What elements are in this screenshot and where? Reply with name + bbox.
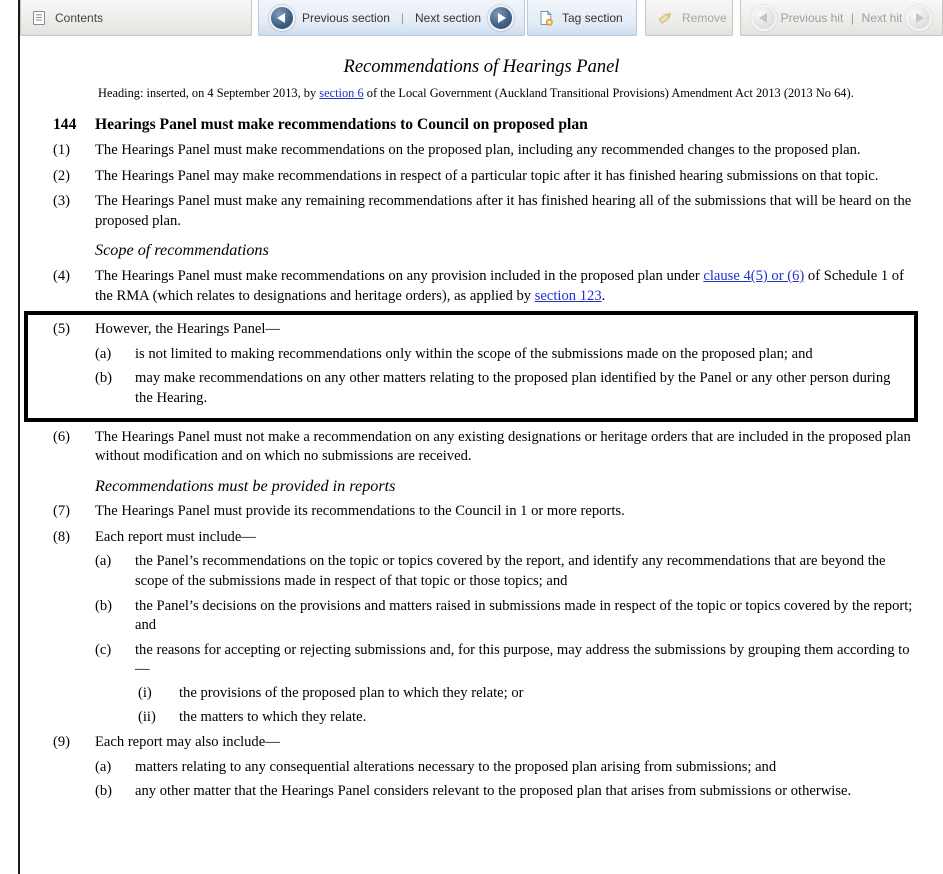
subsection-body <box>95 320 894 408</box>
subsection-number: (8) <box>53 528 71 545</box>
subsection-text: The Hearings Panel must provide its recommendations to the Council in 1 or more reports. <box>95 503 625 520</box>
paragraph-label: (b) <box>95 370 113 387</box>
subsection-body <box>95 528 918 727</box>
subsection-text <box>95 267 918 306</box>
contents-button[interactable] <box>20 0 252 36</box>
arrow-left-icon <box>759 13 767 23</box>
subparagraph-label: (ii) <box>138 708 156 725</box>
paragraph-a <box>95 345 894 365</box>
section-body <box>53 115 918 802</box>
next-hit-button[interactable] <box>906 5 932 31</box>
highlight-box <box>24 311 918 421</box>
previous-hit-button[interactable] <box>751 5 777 31</box>
highlighter-icon <box>656 10 674 26</box>
arrow-left-icon <box>277 13 285 23</box>
subsection-text: Each report may also include— <box>95 734 280 751</box>
subsection-text: of Schedule 1 of the RMA (which relates to designations and heritage orders), as applied by <box>95 267 904 304</box>
hit-nav-group <box>740 0 943 36</box>
subsection-6 <box>53 428 918 467</box>
document-pane <box>20 37 943 874</box>
subparagraph-text: the matters to which they relate. <box>179 708 367 725</box>
tag-section-button[interactable] <box>527 0 637 36</box>
arrow-right-icon <box>498 13 506 23</box>
paragraph-label: (a) <box>95 758 112 775</box>
paragraph-label: (b) <box>95 597 113 614</box>
cross-heading-reports: Recommendations must be provided in reports <box>95 476 396 495</box>
paragraph-text: the Panel’s decisions on the provisions and matters raised in submissions made in respect of the topic or topics covered by the report; and <box>135 597 913 634</box>
tag-section-label: Tag section <box>562 10 623 25</box>
contents-label: Contents <box>55 10 104 25</box>
subparagraph-i <box>138 684 918 704</box>
paragraph-label: (a) <box>95 345 112 362</box>
paragraph-text: any other matter that the Hearings Panel considers relevant to the proposed plan that arises from submissions or otherwise. <box>135 783 852 800</box>
paragraph-a <box>95 552 918 591</box>
subsection-text: The Hearings Panel may make recommendations in respect of a particular topic after it has finished hearing submissions on that topic. <box>95 167 879 184</box>
clause-4-link[interactable]: clause 4(5) or (6) <box>703 267 805 284</box>
section-heading-text: Hearings Panel must make recommendations to Council on proposed plan <box>95 116 588 134</box>
subparagraph-ii <box>138 708 918 728</box>
remove-label: Remove <box>682 10 727 25</box>
paragraph-b <box>95 597 918 636</box>
paragraph-text: the Panel’s recommendations on the topic or topics covered by the report, and identify any recommendations that are beyond the scope of the submissions made in respect of that topic or those topics; and <box>135 553 886 590</box>
subsection-number: (2) <box>53 167 71 184</box>
subsection-text: The Hearings Panel must make any remaining recommendations after it has finished hearing all of the submissions that will be heard on the proposed plan. <box>95 193 912 229</box>
subsection-number: (4) <box>53 267 71 284</box>
subsection-number: (5) <box>53 321 71 338</box>
subsection-4 <box>53 267 918 306</box>
section-nav-separator: | <box>400 10 405 25</box>
section-nav-group <box>258 0 525 36</box>
subsection-number: (3) <box>53 193 71 210</box>
tag-section-icon <box>538 10 554 26</box>
subsection-text: However, the Hearings Panel— <box>95 321 281 338</box>
section-number: 144 <box>53 116 77 134</box>
paragraph-text: the reasons for accepting or rejecting submissions and, for this purpose, may address the submissions by grouping them according to— <box>135 641 910 678</box>
document-title: Recommendations of Hearings Panel <box>343 57 620 77</box>
cross-heading-scope: Scope of recommendations <box>95 241 269 260</box>
subsection-8 <box>53 528 918 727</box>
subsection-body <box>95 733 918 802</box>
next-section-label[interactable]: Next section <box>414 10 482 25</box>
section-heading <box>53 115 918 135</box>
note-text: Heading: inserted, on 4 September 2013, by <box>98 86 320 100</box>
previous-section-button[interactable] <box>269 5 295 31</box>
subsection-text: . <box>601 287 606 304</box>
subsection-number: (1) <box>53 141 71 158</box>
subsection-5 <box>53 320 894 408</box>
contents-document-icon <box>31 10 47 26</box>
paragraph-label: (c) <box>95 641 112 658</box>
remove-button[interactable] <box>645 0 733 36</box>
subsection-text: The Hearings Panel must make recommendations on any provision included in the proposed plan under <box>95 267 704 284</box>
subparagraph-label: (i) <box>138 685 152 702</box>
next-section-button[interactable] <box>488 5 514 31</box>
paragraph-text: may make recommendations on any other matters relating to the proposed plan identified by the Panel or any other person during the Hearing. <box>135 370 891 406</box>
section-6-link[interactable]: section 6 <box>319 86 364 100</box>
paragraph-a <box>95 758 918 778</box>
hit-nav-separator: | <box>850 10 855 25</box>
subsection-text: The Hearings Panel must not make a recommendation on any existing designations or heritage orders that are included in the proposed plan without modification and on which no submissions are received. <box>95 428 911 465</box>
next-hit-label: Next hit <box>861 10 903 25</box>
arrow-right-icon <box>916 13 924 23</box>
heading-history-note <box>98 85 921 101</box>
subsection-3 <box>53 192 918 231</box>
note-text: of the Local Government (Auckland Transitional Provisions) Amendment Act 2013 (2013 No 64). <box>363 86 854 100</box>
subsection-number: (9) <box>53 734 71 751</box>
toolbar <box>20 0 943 37</box>
paragraph-label: (b) <box>95 783 113 800</box>
subsection-1 <box>53 141 918 161</box>
subsection-7 <box>53 502 918 522</box>
subsection-text: The Hearings Panel must make recommendations on the proposed plan, including any recommended changes to the proposed plan. <box>95 141 861 158</box>
subsection-number: (6) <box>53 428 71 445</box>
subsection-2 <box>53 167 918 187</box>
subparagraph-text: the provisions of the proposed plan to which they relate; or <box>179 685 524 702</box>
subsection-number: (7) <box>53 503 71 520</box>
paragraph-c <box>95 641 918 680</box>
paragraph-text: is not limited to making recommendations only within the scope of the submissions made on the proposed plan; and <box>135 345 813 362</box>
paragraph-b <box>95 369 894 408</box>
paragraph-label: (a) <box>95 553 112 570</box>
paragraph-text: matters relating to any consequential alterations necessary to the proposed plan arising from submissions; and <box>135 758 777 775</box>
subsection-9 <box>53 733 918 802</box>
subsection-text: Each report must include— <box>95 528 256 545</box>
paragraph-b <box>95 782 918 802</box>
previous-section-label[interactable]: Previous section <box>301 10 390 25</box>
section-123-link[interactable]: section 123 <box>534 287 602 304</box>
previous-hit-label: Previous hit <box>780 10 844 25</box>
